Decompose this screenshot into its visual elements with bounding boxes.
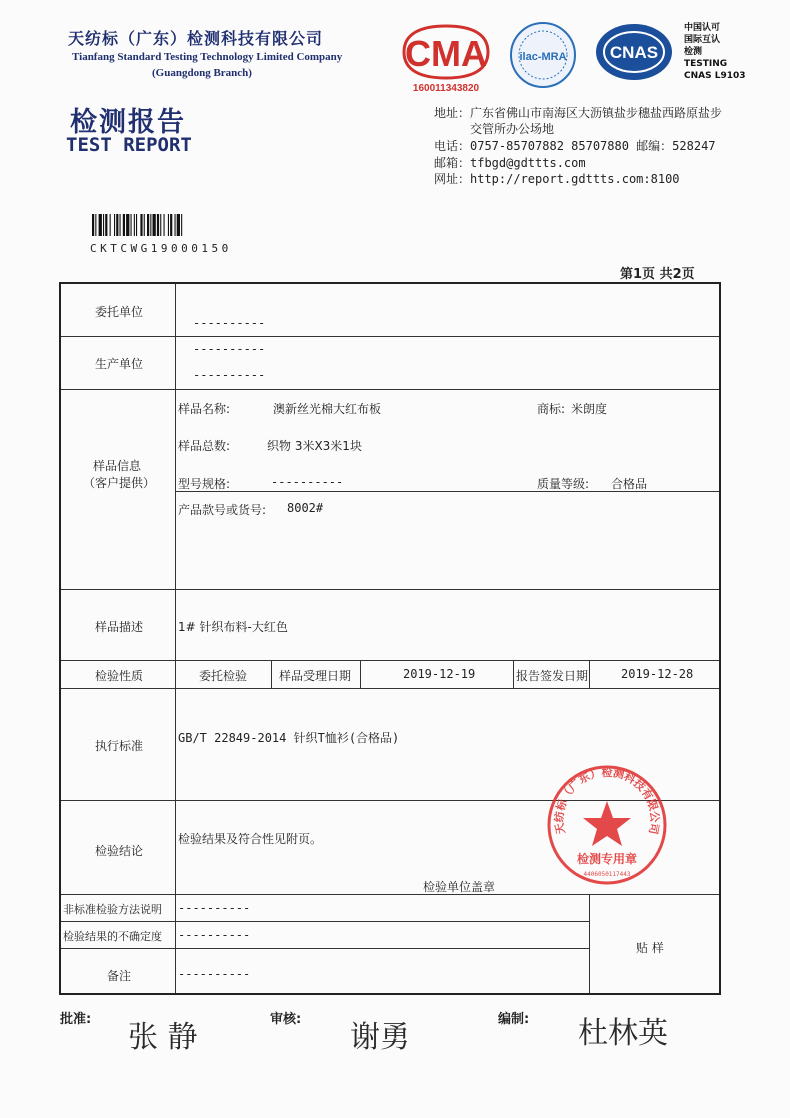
producer-value-1: ---------- — [193, 342, 266, 356]
barcode — [92, 214, 260, 236]
item-no-value: 8002# — [287, 501, 324, 515]
producer-label: 生产单位 — [95, 357, 144, 371]
website-line: 网址：http://report.gdttts.com:8100 — [434, 172, 680, 186]
model-label: 型号规格: — [178, 477, 231, 491]
approve-label: 批准: — [60, 1012, 92, 1027]
uncertainty-label: 检验结果的不确定度 — [63, 930, 162, 943]
report-title-en: TEST REPORT — [66, 134, 192, 156]
model-value: ---------- — [271, 475, 344, 489]
conclusion-value: 检验结果及符合性见附页。 — [178, 832, 323, 846]
address-line1: 地址：广东省佛山市南海区大沥镇盐步穗盐西路原盐步 — [434, 106, 723, 120]
cnas-logo — [594, 22, 674, 82]
cnas-caption-line2: 国际互认 — [684, 35, 721, 45]
cma-number: 160011343820 — [412, 83, 480, 94]
seal-ring-text: 天纺标（广东）检测科技有限公司 — [552, 765, 662, 836]
brand-value: 米朗度 — [571, 402, 608, 416]
grade-label: 质量等级: — [537, 477, 590, 491]
standard-value: GB/T 22849-2014 针织T恤衫(合格品) — [178, 731, 400, 745]
company-name-en: Tianfang Standard Testing Technology Limited Company — [72, 51, 343, 63]
compile-signature: 杜林英 — [578, 1016, 668, 1051]
company-name-cn: 天纺标（广东）检测科技有限公司 — [68, 29, 324, 48]
description-value: 1# 针织布料-大红色 — [178, 620, 288, 634]
cnas-caption-line4: TESTING — [684, 59, 728, 69]
sample-info-label: 样品信息 — [93, 459, 142, 473]
seal-star-icon — [583, 801, 631, 846]
grade-value: 合格品 — [611, 477, 648, 491]
received-date-value: 2019-12-19 — [403, 667, 476, 681]
seal-serial: 4406050117443 — [583, 871, 631, 878]
review-label: 审核: — [270, 1012, 302, 1027]
sample-name-value: 澳新丝光棉大红布板 — [273, 402, 382, 416]
inspection-type-label: 检验性质 — [95, 669, 144, 683]
address-line2: 交管所办公场地 — [470, 122, 555, 136]
quantity-value: 织物 3米X3米1块 — [267, 439, 362, 453]
description-label: 样品描述 — [95, 620, 144, 634]
cnas-caption-line3: 检测 — [684, 47, 703, 57]
review-signature: 谢勇 — [350, 1020, 410, 1055]
client-label: 委托单位 — [95, 305, 144, 319]
sample-name-label: 样品名称: — [178, 402, 231, 416]
uncertainty-value: ---------- — [178, 928, 251, 942]
ilac-text: ilac-MRA — [519, 51, 567, 63]
item-no-label: 产品款号或货号: — [178, 503, 267, 517]
cma-logo — [400, 22, 492, 94]
barcode-number: CKTCWG19000150 — [90, 242, 232, 255]
seal-note: 检验单位盖章 — [423, 880, 496, 894]
issued-date-label: 报告签发日期 — [516, 669, 589, 683]
official-seal — [545, 763, 669, 887]
email-line: 邮箱：tfbgd@gdttts.com — [434, 156, 586, 170]
compile-label: 编制: — [498, 1012, 530, 1027]
company-branch: (Guangdong Branch) — [152, 67, 252, 79]
producer-value-2: ---------- — [193, 368, 266, 382]
cnas-caption-line1: 中国认可 — [684, 23, 721, 33]
remark-value: ---------- — [178, 967, 251, 981]
cnas-text: CNAS — [609, 43, 659, 62]
sample-paste-label: 贴 样 — [636, 941, 664, 955]
client-value: ---------- — [193, 316, 266, 330]
quantity-label: 样品总数: — [178, 439, 231, 453]
report-title-cn: 检测报告 — [70, 107, 186, 138]
remark-label: 备注 — [107, 969, 132, 983]
issued-date-value: 2019-12-28 — [621, 667, 694, 681]
cnas-caption — [684, 22, 746, 82]
received-date-label: 样品受理日期 — [279, 669, 352, 683]
cnas-caption-line5: CNAS L9103 — [684, 71, 746, 81]
nonstandard-method-label: 非标准检验方法说明 — [63, 903, 162, 916]
approve-signature: 张 静 — [128, 1020, 198, 1055]
standard-label: 执行标准 — [95, 739, 144, 753]
seal-center-text: 检测专用章 — [576, 852, 638, 866]
brand-label: 商标: — [537, 402, 566, 416]
inspection-type-value: 委托检验 — [199, 669, 248, 683]
ilac-mra-logo — [508, 20, 578, 90]
sample-info-sublabel: （客户提供） — [83, 476, 156, 490]
nonstandard-method-value: ---------- — [178, 901, 251, 915]
phone-line: 电话：0757-85707882 85707880 邮编：528247 — [434, 139, 716, 153]
cma-text: CMA — [405, 33, 487, 74]
report-table — [59, 282, 721, 995]
conclusion-label: 检验结论 — [95, 844, 144, 858]
page-indicator: 第1页 共2页 — [620, 267, 695, 282]
